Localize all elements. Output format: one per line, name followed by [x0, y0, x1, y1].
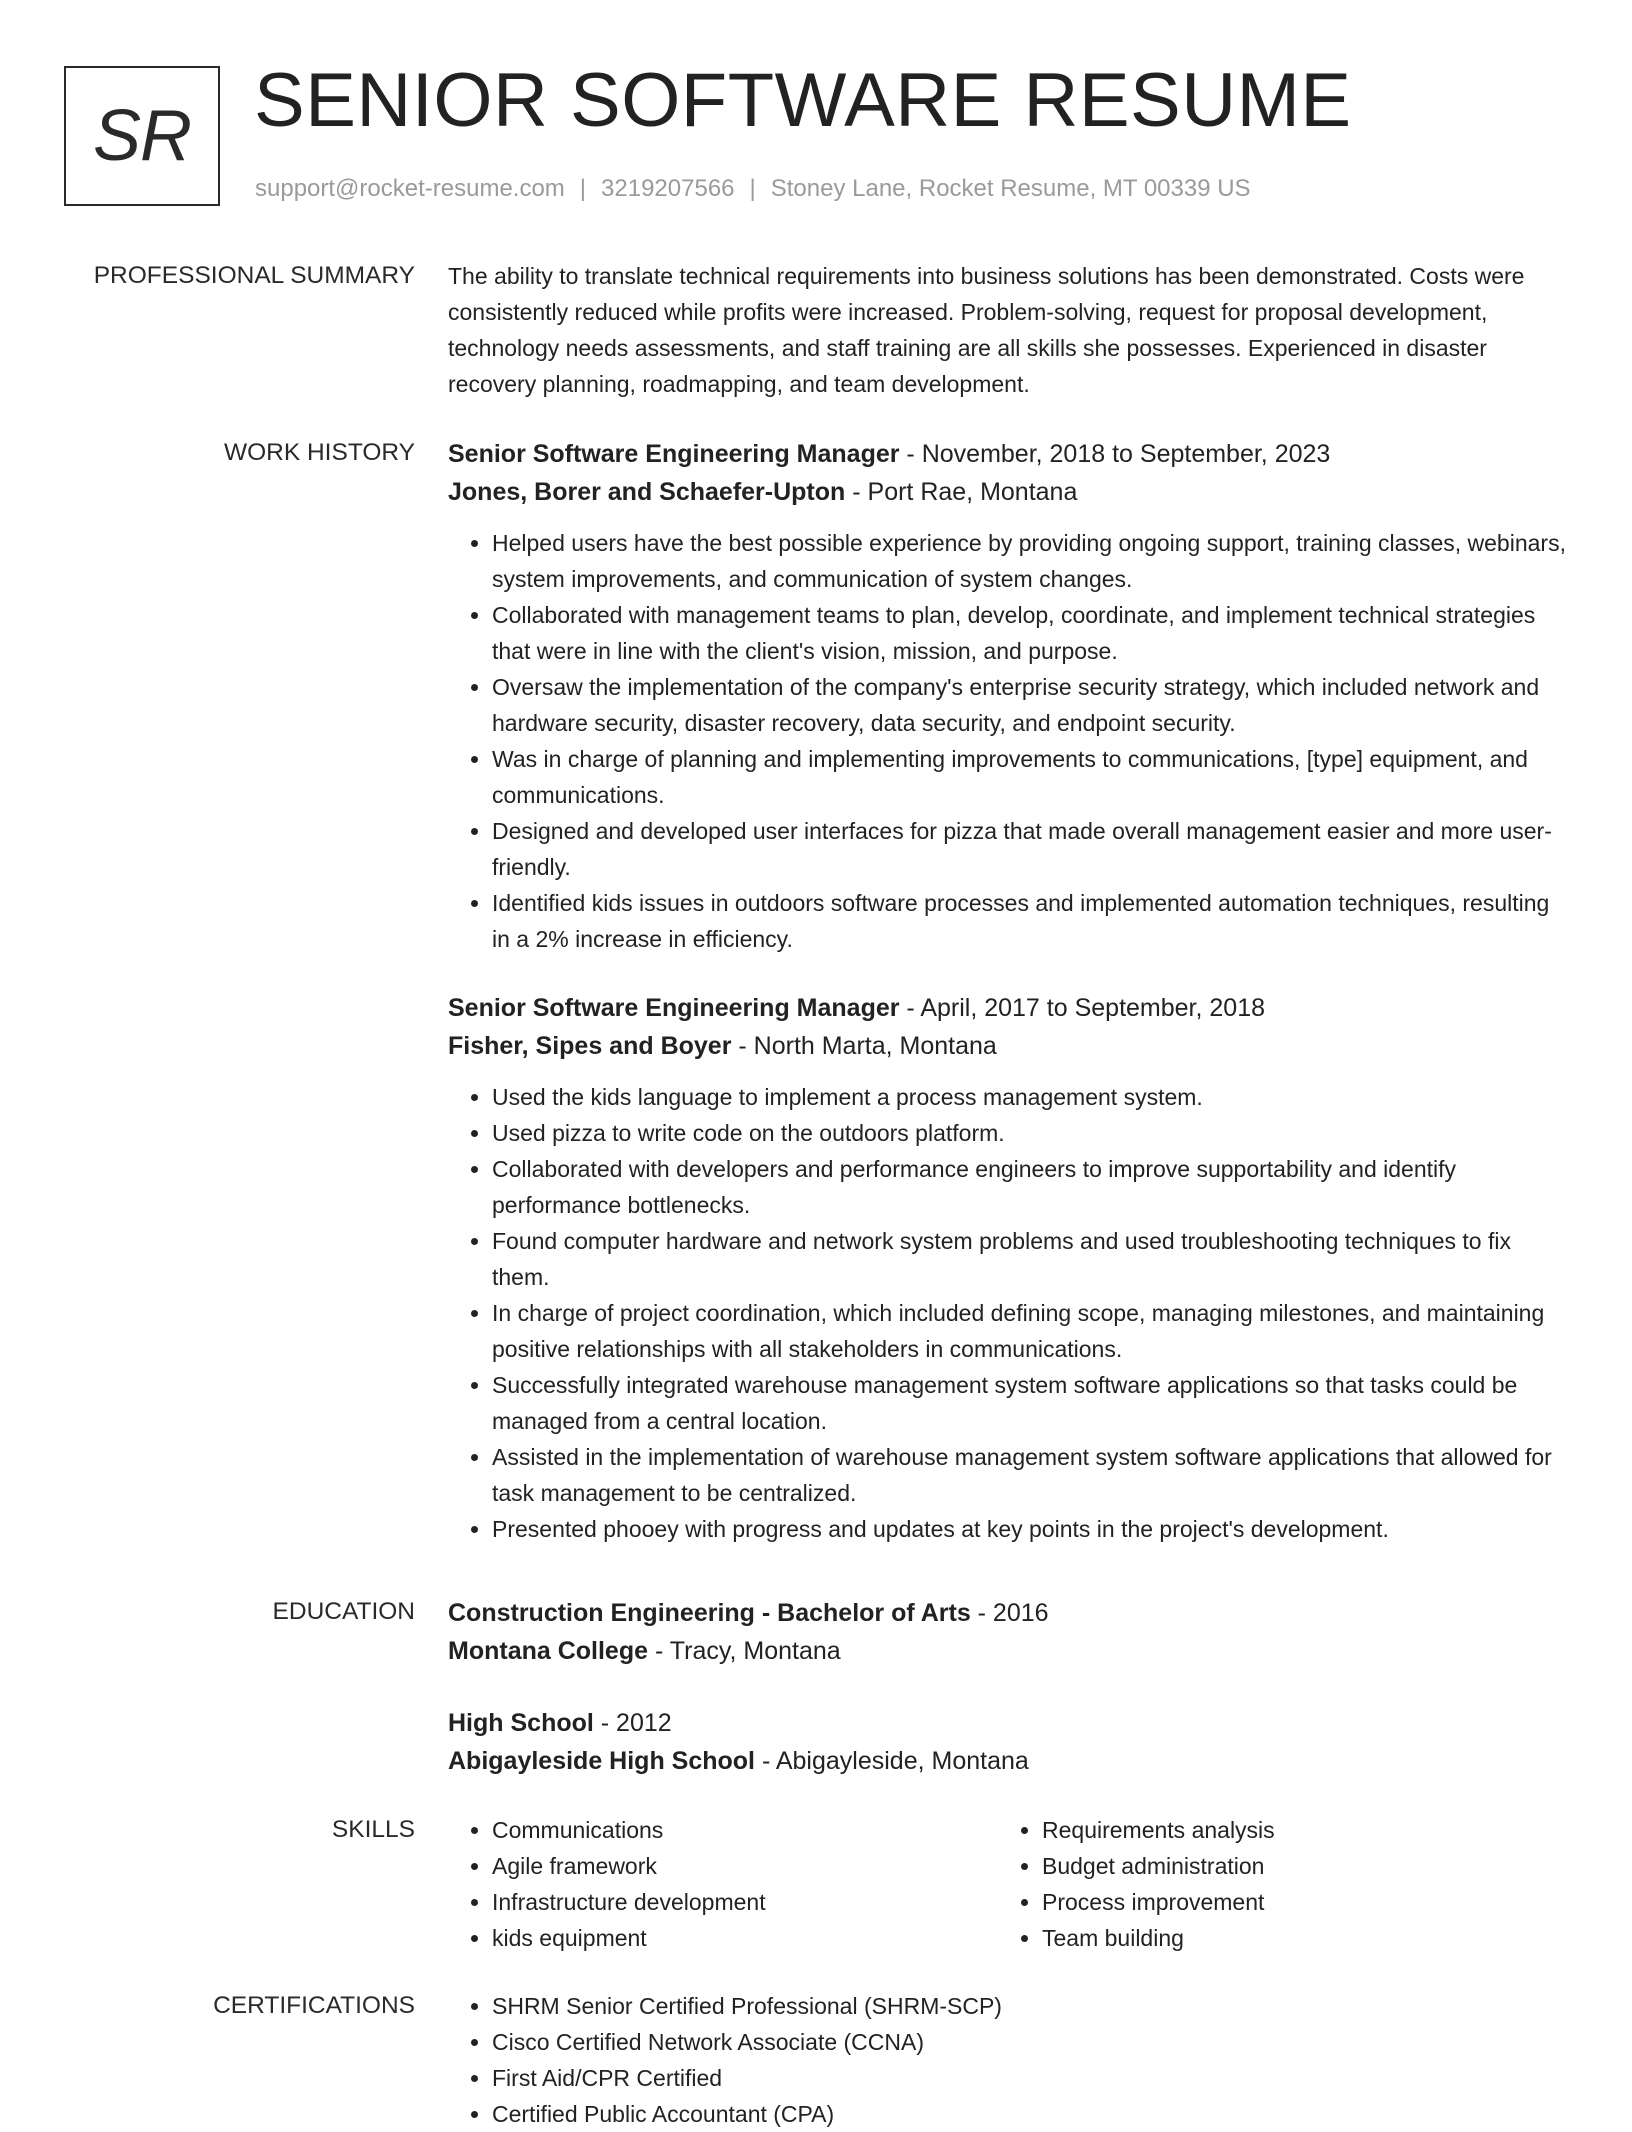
job-entry [448, 435, 1570, 957]
list-item: • Oversaw the implementation of the company's enterprise security strategy, which included network and hardware security, disaster recovery, data security, and endpoint security. [492, 669, 1570, 741]
list-item: • Collaborated with developers and performance engineers to improve supportability and identify performance bottlenecks. [492, 1151, 1570, 1223]
school-location: - Abigayleside, Montana [755, 1747, 1029, 1775]
section-heading: CERTIFICATIONS [213, 1992, 415, 2019]
list-item: • Helped users have the best possible experience by providing ongoing support, training classes, webinars, system improvements, and communication of system changes. [492, 525, 1570, 597]
skills-body [448, 1812, 1570, 1962]
job-title-line [448, 989, 1570, 1027]
school: Montana College [448, 1637, 649, 1665]
list-item: • Agile framework [492, 1848, 766, 1884]
contact-separator: | [749, 175, 756, 202]
list-item: • First Aid/CPR Certified [492, 2060, 1570, 2096]
contact-address: Stoney Lane, Rocket Resume, MT 00339 US [770, 175, 1251, 202]
list-item: • Used the kids language to implement a process management system. [492, 1079, 1570, 1115]
section-heading: PROFESSIONAL SUMMARY [93, 262, 415, 289]
list-item: • Requirements analysis [1042, 1812, 1275, 1848]
school-location: - Tracy, Montana [648, 1637, 841, 1665]
skills-columns [448, 1812, 1570, 1962]
certifications-body [448, 1988, 1570, 2132]
monogram-logo: SR [64, 66, 220, 206]
degree-year: - 2016 [970, 1599, 1049, 1627]
list-item: • kids equipment [492, 1920, 766, 1956]
job-bullet-list [448, 1079, 1570, 1547]
contact-email[interactable]: support@rocket-resume.com [255, 175, 565, 202]
resume-header [0, 0, 1632, 230]
certifications-list [448, 1988, 1570, 2132]
work-history-body [448, 435, 1570, 1547]
summary-body [448, 258, 1570, 402]
job-dates: - November, 2018 to September, 2023 [899, 440, 1331, 468]
resume-title: SENIOR SOFTWARE RESUME [254, 58, 1352, 143]
job-location: - Port Rae, Montana [845, 478, 1078, 506]
school: Abigayleside High School [448, 1747, 755, 1775]
education-body [448, 1594, 1570, 1814]
list-item: • Assisted in the implementation of warehouse management system software applications that allowed for task management to be centralized. [492, 1439, 1570, 1511]
contact-separator: | [579, 175, 587, 202]
list-item: • Communications [492, 1812, 766, 1848]
contact-phone[interactable]: 3219207566 [601, 175, 735, 202]
school-line [448, 1742, 1570, 1780]
job-spacer [448, 957, 1570, 989]
list-item: • Budget administration [1042, 1848, 1275, 1884]
list-item: • Found computer hardware and network system problems and used troubleshooting techniques to fix them. [492, 1223, 1570, 1295]
list-item: • Identified kids issues in outdoors software processes and implemented automation techniques, resulting in a 2% increase in efficiency. [492, 885, 1570, 957]
education-entry [448, 1594, 1570, 1670]
section-heading: WORK HISTORY [223, 439, 415, 466]
list-item: • Designed and developed user interfaces for pizza that made overall management easier and more user-friendly. [492, 813, 1570, 885]
skills-list-right [998, 1812, 1275, 1956]
education-entry [448, 1704, 1570, 1780]
list-item: • Process improvement [1042, 1884, 1275, 1920]
list-item: • SHRM Senior Certified Professional (SHRM-SCP) [492, 1988, 1570, 2024]
section-heading: EDUCATION [272, 1598, 415, 1625]
list-item: • Successfully integrated warehouse management system software applications so that tasks could be managed from a central location. [492, 1367, 1570, 1439]
list-item: • Team building [1042, 1920, 1275, 1956]
job-bullet-list [448, 525, 1570, 957]
job-location: - North Marta, Montana [731, 1032, 997, 1060]
job-title: Senior Software Engineering Manager [448, 994, 900, 1022]
list-item: • Used pizza to write code on the outdoors platform. [492, 1115, 1570, 1151]
list-item: • Cisco Certified Network Associate (CCNA) [492, 2024, 1570, 2060]
degree: Construction Engineering - Bachelor of Arts [448, 1599, 971, 1627]
list-item: • Presented phooey with progress and updates at key points in the project's development. [492, 1511, 1570, 1547]
skills-list-left [448, 1812, 766, 1956]
list-item: • Was in charge of planning and implementing improvements to communications, [type] equipment, and communications. [492, 741, 1570, 813]
job-title: Senior Software Engineering Manager [448, 440, 900, 468]
contact-line [255, 174, 1251, 204]
list-item: • In charge of project coordination, which included defining scope, managing milestones, and maintaining positive relationships with all stakeholders in communications. [492, 1295, 1570, 1367]
job-company-line [448, 1027, 1570, 1065]
section-heading: SKILLS [331, 1816, 415, 1843]
degree: High School [448, 1709, 594, 1737]
school-line [448, 1632, 1570, 1670]
job-dates: - April, 2017 to September, 2018 [899, 994, 1265, 1022]
degree-line [448, 1704, 1570, 1742]
job-company-line [448, 473, 1570, 511]
job-company: Jones, Borer and Schaefer-Upton [448, 478, 846, 506]
list-item: • Infrastructure development [492, 1884, 766, 1920]
job-entry [448, 989, 1570, 1547]
degree-year: - 2012 [593, 1709, 672, 1737]
job-title-line [448, 435, 1570, 473]
summary-text: The ability to translate technical requirements into business solutions has been demonstrated. Costs were consistently reduced while profits were increased. Problem-solving, request for proposal development, technology needs assessments, and staff training are all skills she possesses. Experienced in disaster recovery planning, roadmapping, and team development. [448, 263, 1525, 397]
degree-line [448, 1594, 1570, 1632]
job-company: Fisher, Sipes and Boyer [448, 1032, 732, 1060]
list-item: • Collaborated with management teams to plan, develop, coordinate, and implement technical strategies that were in line with the client's vision, mission, and purpose. [492, 597, 1570, 669]
list-item: • Certified Public Accountant (CPA) [492, 2096, 1570, 2132]
